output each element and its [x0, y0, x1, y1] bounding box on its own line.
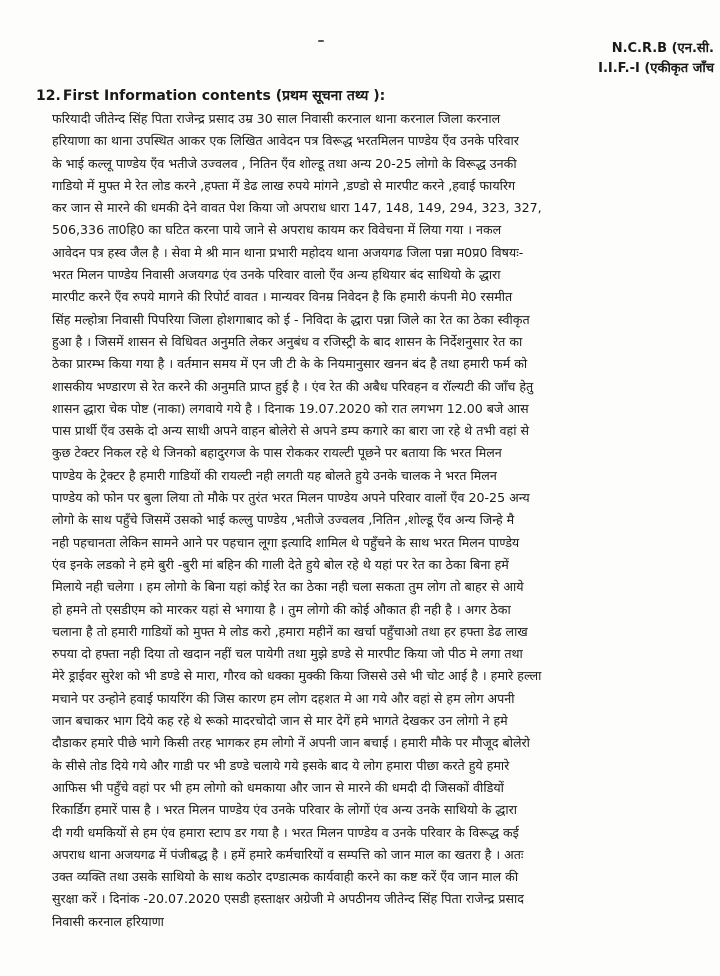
body-line: कुछ टेक्टर निकल रहे थे जिनको बहादुरगज के पास रोककर रायल्टी पूछने पर बताया कि भरत मिलन	[52, 445, 502, 461]
body-line: पाण्डेय को फोन पर बुला लिया तो मौके पर तुरंत भरत मिलन पाण्डेय अपने परिवार वालों एँव 20-25 अन्य	[52, 490, 530, 506]
body-line: के भाई कल्लू पाण्डेय एँव भतीजे उज्वलव , नितिन एँव शोल्डू तथा अन्य 20-25 लोगो के विरूद्ध उनकी	[52, 155, 517, 171]
body-line: निवासी करनाल हरियाणा	[52, 913, 164, 929]
body-line: फरियादी जीतेन्द सिंह पिता राजेन्द्र प्रसाद उम्र 30 साल निवासी करनाल थाना करनाल जिला करनाल	[52, 111, 501, 126]
body-line: जान बचाकर भाग दिये कह रहे थे रूको मादरचोदो जान से मार देगें हमे भागते देखकर उन लोगो ने हमे	[52, 713, 508, 729]
body-line: लोगो के साथ पहुँचे जिसमें उसको भाई कल्लु पाण्डेय ,भतीजे उज्वलव ,नितिन ,शोल्डू एँव अन्य जिन्हे मै	[52, 512, 515, 528]
body-line: चलाना है तो हमारी गाडियों को मुफ्त मे लोड करो ,हमारा महीनें का खर्चा पहुँचाओ तथा हर हफ्ता डेढ लाख	[52, 623, 528, 639]
body-line: अपराध थाना अजयगढ में पंजीबद्ध है । हमें हमारे कर्मचारियों व सम्पत्ति को जान माल का खतरा है । अतः	[52, 846, 524, 862]
body-line: दी गयी धमकियों से हम एंव हमारा स्टाप डर गया है । भरत मिलन पाण्डेय व उनके परिवार के विरूद्ध कई	[52, 824, 519, 840]
form-code-iif: I.I.F.-I (एकीकृत जाँच	[598, 61, 714, 76]
body-line: 506,336 ता0हि0 का घटित करना पाये जाने से अपराध कायम कर विवेचना में लिया गया । नकल	[52, 222, 502, 238]
body-line: शासन द्धारा चेक पोष्ट (नाका) लगवाये गये है । दिनाक 19.07.2020 को रात लगभग 12.00 बजे आस	[52, 400, 529, 416]
body-line: कर जान से मारने की धमकी देने वावत पेश किया जो अपराध धारा 147, 148, 149, 294, 323, 327,	[52, 200, 542, 216]
form-code-ncrb: N.C.R.B (एन.सी.	[611, 41, 714, 56]
body-line: मारपीट करने एँव रुपये मागने की रिपोर्ट वावत । मान्यवर विनम्र निवेदन है कि हमारी कंपनी मे0 रसमीत	[52, 289, 513, 305]
body-line: मेरे ड्राईवर सुरेश को भी डण्डे से मारा, गौरव को धक्का मुक्की किया जिससे उसे भी चोट आई है । हमारे हल्ला	[52, 668, 542, 684]
body-line: हो हमने तो एसडीएम को मारकर यहां से भगाया है । तुम लोगो की कोई औकात ही नही है । अगर ठेका	[52, 601, 511, 617]
body-line: नही पहचानता लेकिन सामने आने पर पहचान लूगा इत्यादि शामिल थे पहुँचने के साथ भरत मिलन पाण्डेय	[52, 534, 520, 550]
body-line: हुआ है । जिसमें शासन से विधिवत अनुमति लेकर अनुबंध व रजिस्ट्री के बाद शासन के निर्देशनुसार रेत का	[52, 333, 523, 349]
scan-mark	[318, 40, 324, 42]
fir-body-text	[52, 108, 692, 933]
body-line: एंव इनके लडको ने हमे बुरी -बुरी मां बहिन की गाली देते हुये बोल रहे थे यहां पर रेत का ठेका बिना हमें	[52, 556, 509, 572]
body-line: दौडाकर हमारे पीछे भागे किसी तरह भागकर हम लोगो नें अपनी जान बचाई । हमारी मौके पर मौजूद बोलेरो	[52, 735, 530, 751]
body-line: पाण्डेय के ट्रेक्टर है हमारी गाडियों की रायल्टी नही लगती यह बोलते हुये उनके चालक ने भरत मिलन	[52, 467, 497, 483]
body-line: उक्त व्यक्ति तथा उसके साथियो के साथ कठोर दण्डात्मक कार्यवाही करने का कष्ट करें एँव जान माल की	[52, 869, 519, 885]
body-line: मिलाये नही चलेगा । हम लोगो के बिना यहां कोई रेत का ठेका नही चला सकता तुम लोग तो बाहर से आये	[52, 579, 524, 595]
section-heading	[36, 86, 385, 105]
body-line: पास प्रार्थी एँव उसके दो अन्य साथी अपने वाहन बोलेरो से अपने डम्प कगारे का बारा जा रहे थे तभी वहां से	[52, 423, 529, 439]
body-line: मचाने पर उन्होने हवाई फायरिंग की जिस कारण हम लोग दहशत मे आ गये और वहां से हम लोग अपनी	[52, 690, 515, 706]
body-line: के सीसे तोड दिये गये और गाडी पर भी डण्डे चलाये गये इसके बाद ये लोग हमारा पीछा करते हुये हमारे	[52, 757, 510, 773]
body-line: सिंह मल्होत्रा निवासी पिपरिया जिला होशगाबाद को ई - निविदा के द्धारा पन्ना जिले का रेत का ठेका स्वीकृत	[52, 311, 530, 327]
section-title: First Information contents (प्रथम सूचना तथ्य ):	[62, 88, 386, 104]
body-line: रिकार्डिग हमारें पास है । भरत मिलन पाण्डेय एंव उनके परिवार के लोगों एंव अन्य उनके साथियो के द्धारा	[52, 802, 518, 818]
body-line: भरत मिलन पाण्डेय निवासी अजयगढ एंव उनके परिवार वालो एँव अन्य हथियार बंद साथियो के द्धारा	[52, 267, 501, 283]
section-number: 12.	[36, 88, 61, 104]
body-line: हरियाणा का थाना उपस्थित आकर एक लिखित आवेदन पत्र विरूद्ध भरतमिलन पाण्डेय एँव उनके परिवार	[52, 133, 519, 149]
body-line: आवेदन पत्र हस्व जैल है । सेवा मे श्री मान थाना प्रभारी महोदय थाना अजयगढ जिला पन्ना म0प्र0 विषयः-	[52, 244, 524, 260]
body-line: आफिस भी पहुँचे वहां पर भी हम लोगो को धमकाया और जान से मारने की धमदी दी जिसकों वीडियों	[52, 779, 504, 795]
body-line: सुरक्षा करें । दिनांक -20.07.2020 एसडी हस्ताक्षर अग्रेजी मे अपठीनय जीतेन्द सिंह पिता राजेन्द्र प्रसाद	[52, 891, 524, 907]
body-line: गाडियो में मुफ्त मे रेत लोड करने ,हफ्ता में डेढ लाख रुपये मांगने ,डण्डो से मारपीट करने ,हवाई फायरिग	[52, 177, 516, 193]
body-line: रुपया दो हफ्ता नही दिया तो खदान नहीं चल पायेगी तथा मुझे डण्डे से मारपीट किया जो पीठ मे लगा तथा	[52, 646, 523, 662]
body-line: शासकीय भण्डारण से रेत करने की अनुमति प्राप्त हुई है । एंव रेत की अबैध परिवहन व रॉल्यटी की जाँच हेतु	[52, 378, 534, 394]
body-line: ठेका प्रारम्भ किया गया है । वर्तमान समय में एन जी टी के के नियमानुसार खनन बंद है तथा हमारी फर्म को	[52, 356, 528, 372]
